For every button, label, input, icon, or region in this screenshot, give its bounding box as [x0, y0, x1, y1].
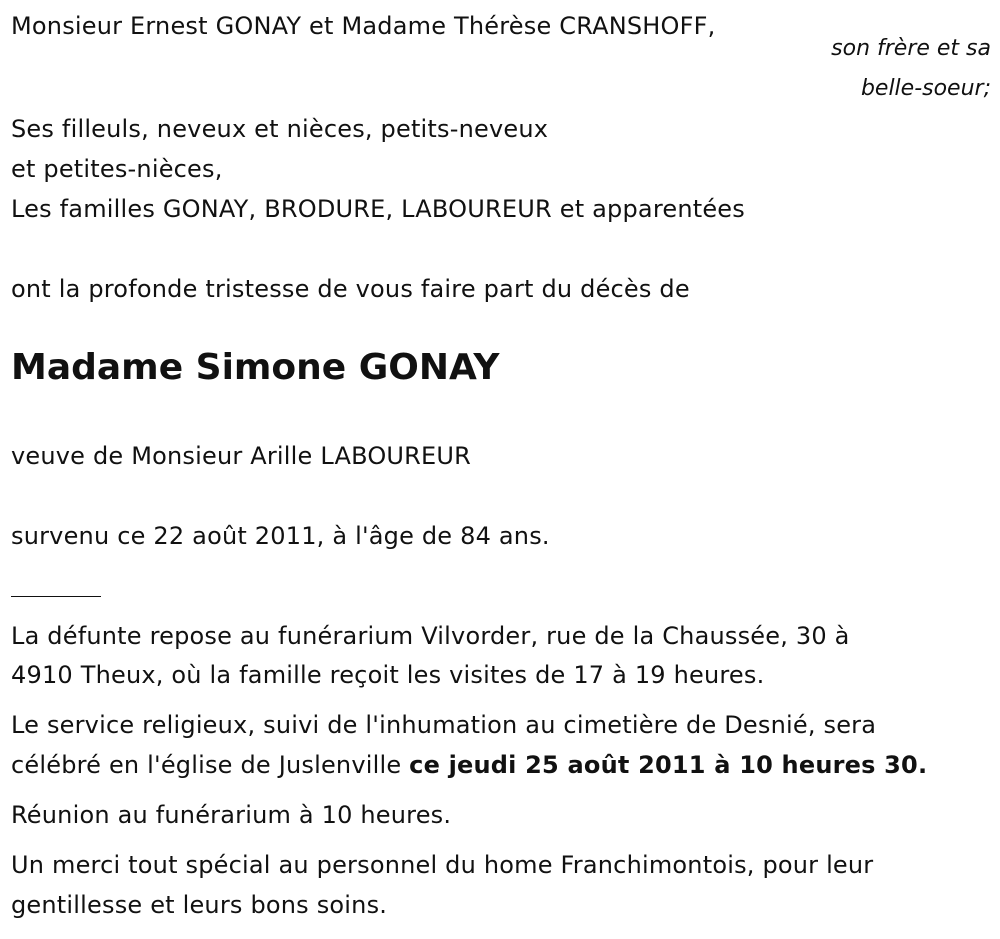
thanks-line-1: Un merci tout spécial au personnel du home Franchimontois, pour leur [11, 851, 874, 879]
service-line-2-prefix: célébré en l'église de Juslenville [11, 751, 410, 779]
thanks-line-2: gentillesse et leurs bons soins. [11, 891, 388, 919]
deceased-spouse: veuve de Monsieur Arille LABOUREUR [11, 442, 472, 470]
announcement-text: ont la profonde tristesse de vous faire part du décès de [11, 275, 690, 303]
family-line-1: Ses filleuls, neveux et nièces, petits-neveux [11, 115, 549, 143]
section-divider [11, 596, 101, 597]
family-line-2: et petites-nièces, [11, 155, 223, 183]
repose-line-1: La défunte repose au funérarium Vilvorder, rue de la Chaussée, 30 à [11, 622, 850, 650]
family-line-3: Les familles GONAY, BRODURE, LABOUREUR et apparentées [11, 195, 745, 223]
service-line-2 [11, 750, 927, 780]
service-datetime: ce jeudi 25 août 2011 à 10 heures 30. [409, 751, 928, 779]
death-info: survenu ce 22 août 2011, à l'âge de 84 ans. [11, 522, 550, 550]
deceased-name: Madame Simone GONAY [11, 347, 500, 388]
meeting-info: Réunion au funérarium à 10 heures. [11, 801, 452, 829]
service-line-1: Le service religieux, suivi de l'inhumation au cimetière de Desnié, sera [11, 711, 877, 739]
repose-line-2: 4910 Theux, où la famille reçoit les visites de 17 à 19 heures. [11, 661, 765, 689]
announcer-names: Monsieur Ernest GONAY et Madame Thérèse CRANSHOFF, [11, 12, 716, 40]
announcer-relation-line1: son frère et sa [831, 36, 991, 61]
announcer-relation-line2: belle-soeur; [860, 76, 991, 101]
